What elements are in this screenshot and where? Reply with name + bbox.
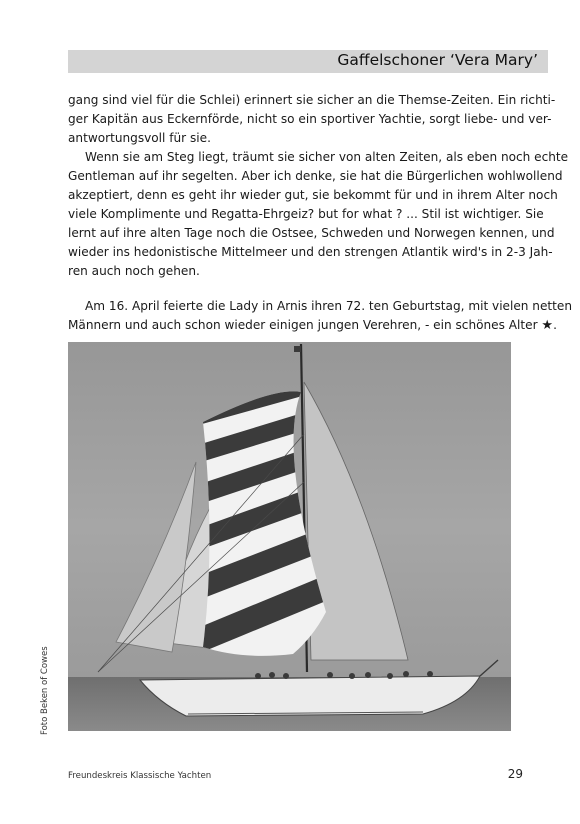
paragraph-line: lernt auf ihre alten Tage noch die Ostsee, Schweden und Norwegen kennen, und	[68, 226, 555, 240]
paragraph-line	[68, 316, 557, 335]
mast-flag	[294, 346, 301, 352]
paragraph-1	[68, 91, 556, 148]
paragraph-line: Wenn sie am Steg liegt, träumt sie sicher von alten Zeiten, als eben noch echte	[85, 150, 569, 164]
running-header-title: Gaffelschoner ‘Vera Mary’	[337, 51, 538, 69]
sailing-yacht-photo	[68, 342, 511, 731]
paragraph-line: gang sind viel für die Schlei) erinnert sie sicher an die Themse-Zeiten. Ein richti-	[68, 93, 556, 107]
paragraph-line-text: Männern und auch schon wieder einigen jungen Verehren, - ein schönes Alter	[68, 318, 538, 332]
paragraph-2	[68, 148, 569, 281]
paragraph-line: antwortungsvoll für sie.	[68, 131, 211, 145]
paragraph-line: Gentleman auf ihr segelten. Aber ich denke, sie hat die Bürgerlichen wohlwollend	[68, 169, 563, 183]
yacht-hull	[140, 676, 480, 716]
header-bar	[68, 50, 548, 73]
photo-credit: Foto Beken of Cowes	[40, 646, 50, 735]
paragraph-line: ger Kapitän aus Eckernförde, nicht so ein sportiver Yachtie, sorgt liebe- und ver-	[68, 112, 552, 126]
star-icon: ★	[541, 318, 554, 333]
paragraph-line: viele Komplimente und Regatta-Ehrgeiz? but for what ? ... Stil ist wichtiger. Sie	[68, 207, 544, 221]
paragraph-line: wieder ins hedonistische Mittelmeer und den strengen Atlantik wird's in 2-3 Jah-	[68, 245, 553, 259]
paragraph-3	[68, 297, 573, 335]
page-number: 29	[507, 767, 523, 781]
sentence-end: .	[553, 318, 557, 332]
paragraph-line: akzeptiert, denn es geht ihr wieder gut, sie bekommt für und in ihrem Alter noch	[68, 188, 558, 202]
paragraph-line: Am 16. April feierte die Lady in Arnis ihren 72. ten Geburtstag, mit vielen netten	[85, 299, 573, 313]
paragraph-line: ren auch noch gehen.	[68, 264, 200, 278]
footer-publication: Freundeskreis Klassische Yachten	[68, 771, 212, 781]
